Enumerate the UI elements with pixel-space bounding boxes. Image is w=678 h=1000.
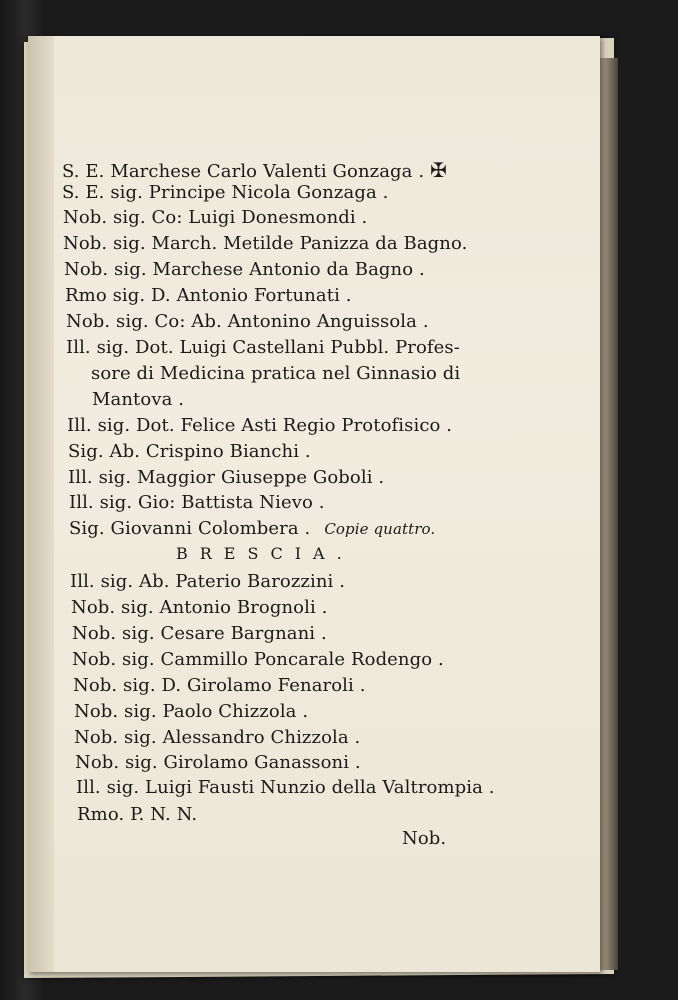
list-line: Nob. sig. Co: Luigi Donesmondi . — [63, 207, 368, 228]
list-line: Sig. Ab. Crispino Bianchi . — [68, 441, 311, 462]
list-line: Ill. sig. Dot. Luigi Castellani Pubbl. Profes- — [66, 337, 460, 358]
list-line: Ill. sig. Gio: Battista Nievo . — [69, 492, 325, 513]
list-line: Rmo. P. N. N. — [77, 804, 198, 825]
book-page — [28, 36, 600, 972]
list-line: sore di Medicina pratica nel Ginnasio di — [91, 363, 461, 384]
list-line: Nob. sig. Paolo Chizzola . — [74, 701, 309, 722]
list-line: Nob. sig. Girolamo Ganassoni . — [75, 752, 361, 773]
list-line: Ill. sig. Maggior Giuseppe Goboli . — [68, 467, 385, 488]
list-line: Nob. sig. Marchese Antonio da Bagno . — [64, 259, 425, 280]
list-line: Nob. sig. Alessandro Chizzola . — [74, 727, 361, 748]
list-line: Mantova . — [92, 389, 185, 410]
list-line: S. E. sig. Principe Nicola Gonzaga . — [62, 182, 389, 203]
list-line: Rmo sig. D. Antonio Fortunati . — [65, 285, 352, 306]
section-heading: BRESCIA. — [176, 544, 354, 563]
list-line: Ill. sig. Dot. Felice Asti Regio Protofisico . — [67, 415, 453, 436]
list-line: Nob. sig. Cammillo Poncarale Rodengo . — [72, 649, 444, 670]
list-line: Nob. sig. March. Metilde Panizza da Bagno. — [63, 233, 468, 254]
list-line: Nob. sig. Cesare Bargnani . — [72, 623, 327, 644]
list-line: Ill. sig. Luigi Fausti Nunzio della Valtrompia . — [76, 777, 495, 798]
copies-note: Copie quattro. — [324, 520, 436, 538]
catchword: Nob. — [402, 828, 447, 849]
list-line: Sig. Giovanni Colombera . Copie quattro. — [69, 518, 436, 539]
cross-mark: ✠ — [430, 158, 448, 182]
list-line: Nob. sig. Co: Ab. Antonino Anguissola . — [66, 311, 429, 332]
list-line: Ill. sig. Ab. Paterio Barozzini . — [70, 571, 346, 592]
list-line: Nob. sig. Antonio Brognoli . — [71, 597, 328, 618]
list-line: S. E. Marchese Carlo Valenti Gonzaga . ✠ — [62, 158, 448, 182]
list-line: Nob. sig. D. Girolamo Fenaroli . — [73, 675, 366, 696]
subscriber-list — [28, 36, 600, 972]
